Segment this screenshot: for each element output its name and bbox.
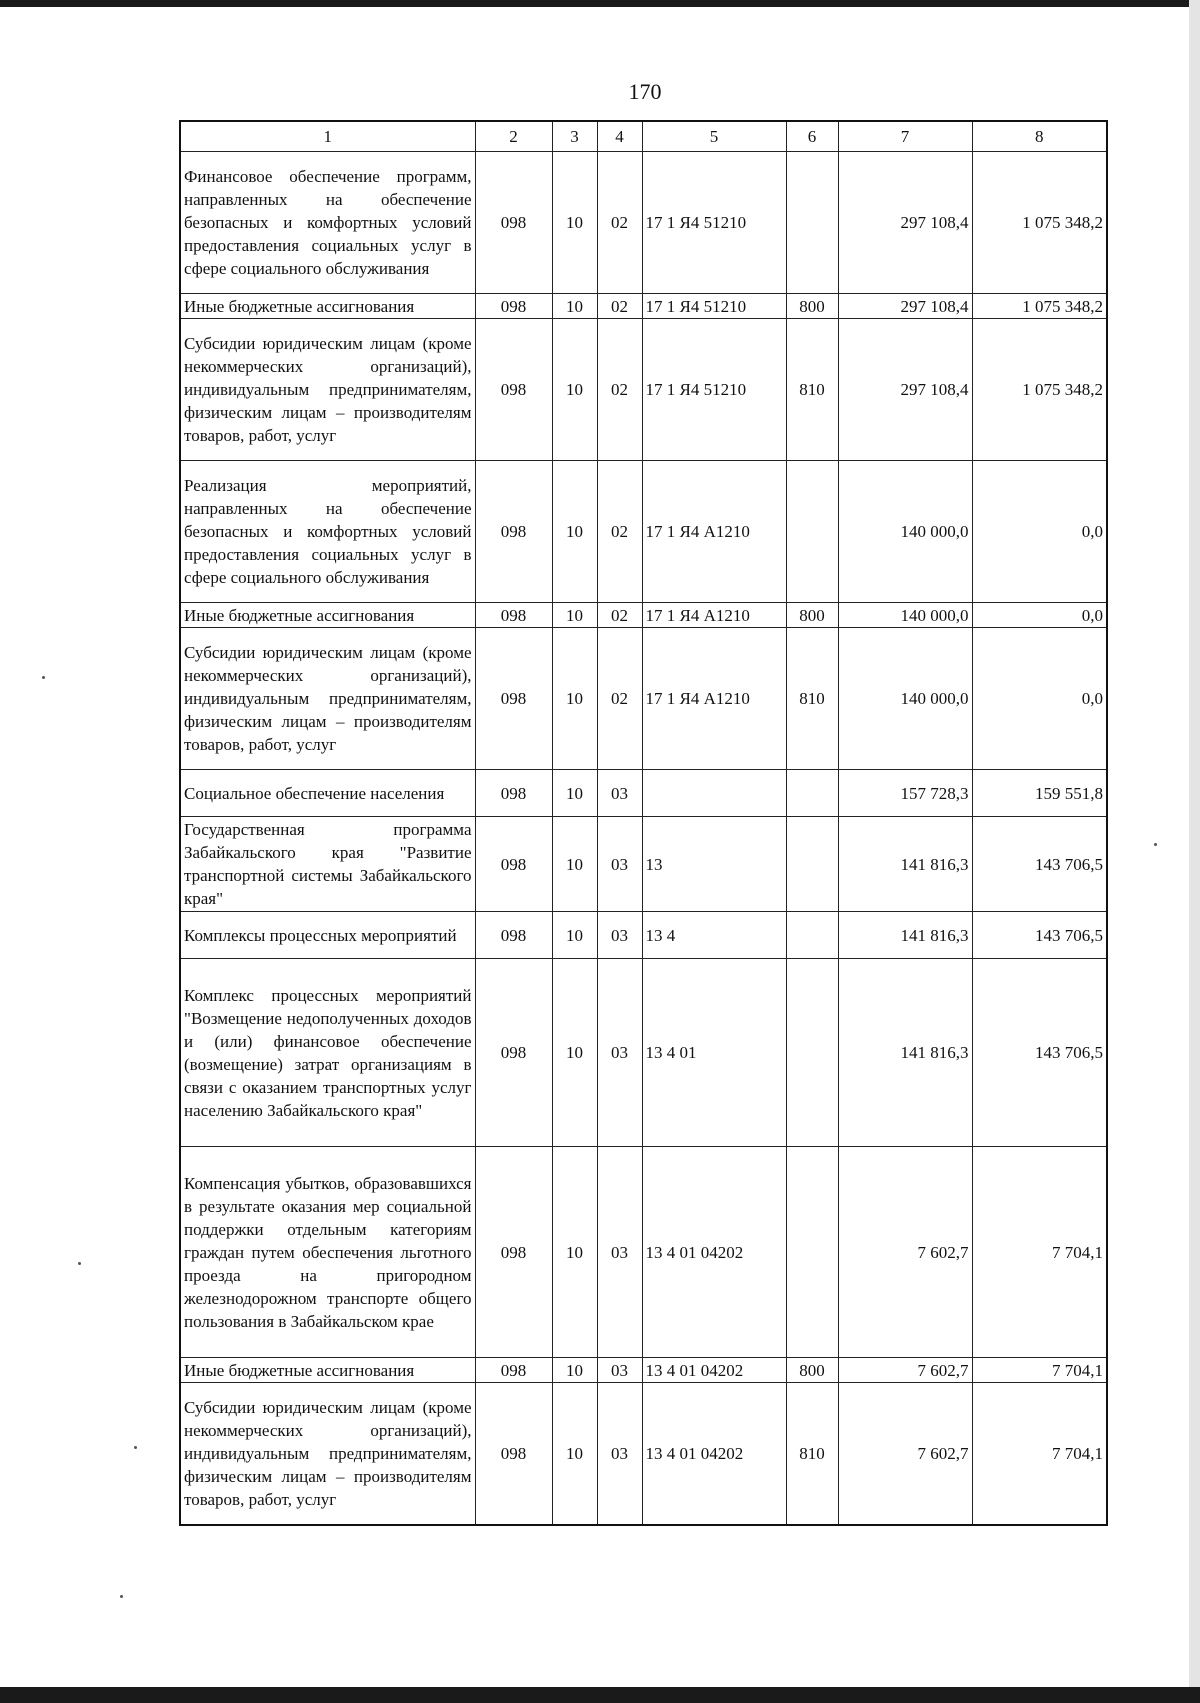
ministry-code: 098: [475, 461, 552, 603]
amount-col8: 0,0: [972, 603, 1107, 628]
amount-col8: 7 704,1: [972, 1147, 1107, 1358]
section-code: 10: [552, 1147, 597, 1358]
target-item-code: 13 4 01 04202: [642, 1358, 786, 1383]
expense-type-code: [786, 152, 838, 294]
subsection-code: 02: [597, 152, 642, 294]
amount-col7: 7 602,7: [838, 1383, 972, 1525]
subsection-code: 02: [597, 603, 642, 628]
subsection-code: 03: [597, 817, 642, 912]
amount-col7: 297 108,4: [838, 152, 972, 294]
item-name: Комплекс процессных мероприятий "Возмещение недополученных доходов и (или) финансовое обеспечение (возмещение) затрат организациям в связи с оказанием транспортных услуг населению Забайкальского края": [180, 959, 475, 1147]
amount-col7: 140 000,0: [838, 628, 972, 770]
section-code: 10: [552, 152, 597, 294]
item-name: Компенсация убытков, образовавшихся в результате оказания мер социальной поддержки отдельным категориям граждан путем обеспечения льготного проезда на пригородном железнодорожном транспорте общего пользования в Забайкальском крае: [180, 1147, 475, 1358]
section-code: 10: [552, 1358, 597, 1383]
section-code: 10: [552, 461, 597, 603]
subsection-code: 03: [597, 1147, 642, 1358]
ministry-code: 098: [475, 1147, 552, 1358]
section-code: 10: [552, 603, 597, 628]
expense-type-code: [786, 770, 838, 817]
ministry-code: 098: [475, 912, 552, 959]
subsection-code: 02: [597, 319, 642, 461]
column-header: 2: [475, 121, 552, 152]
target-item-code: 17 1 Я4 А1210: [642, 461, 786, 603]
table-row: [180, 1358, 1107, 1383]
target-item-code: [642, 770, 786, 817]
section-code: 10: [552, 959, 597, 1147]
table-row: [180, 461, 1107, 603]
target-item-code: 13 4 01 04202: [642, 1383, 786, 1525]
ministry-code: 098: [475, 817, 552, 912]
scan-speck: [134, 1446, 137, 1449]
amount-col8: 1 075 348,2: [972, 152, 1107, 294]
target-item-code: 13 4 01: [642, 959, 786, 1147]
scan-frame-top: [0, 0, 1200, 7]
ministry-code: 098: [475, 152, 552, 294]
item-name: Социальное обеспечение населения: [180, 770, 475, 817]
item-name: Субсидии юридическим лицам (кроме некоммерческих организаций), индивидуальным предпринимателям, физическим лицам – производителям товаров, работ, услуг: [180, 319, 475, 461]
column-header: 6: [786, 121, 838, 152]
subsection-code: 03: [597, 912, 642, 959]
ministry-code: 098: [475, 959, 552, 1147]
section-code: 10: [552, 1383, 597, 1525]
subsection-code: 02: [597, 461, 642, 603]
amount-col7: 157 728,3: [838, 770, 972, 817]
amount-col8: 0,0: [972, 461, 1107, 603]
scan-speck: [120, 1595, 123, 1598]
item-name: Субсидии юридическим лицам (кроме некоммерческих организаций), индивидуальным предпринимателям, физическим лицам – производителям товаров, работ, услуг: [180, 1383, 475, 1525]
target-item-code: 17 1 Я4 51210: [642, 319, 786, 461]
column-header: 3: [552, 121, 597, 152]
expense-type-code: 810: [786, 628, 838, 770]
expense-type-code: 800: [786, 603, 838, 628]
item-name: Государственная программа Забайкальского края "Развитие транспортной системы Забайкальского края": [180, 817, 475, 912]
section-code: 10: [552, 770, 597, 817]
table-row: [180, 770, 1107, 817]
expense-type-code: 810: [786, 319, 838, 461]
column-header: 5: [642, 121, 786, 152]
subsection-code: 02: [597, 294, 642, 319]
table-row: [180, 152, 1107, 294]
expense-type-code: 800: [786, 294, 838, 319]
item-name: Субсидии юридическим лицам (кроме некоммерческих организаций), индивидуальным предпринимателям, физическим лицам – производителям товаров, работ, услуг: [180, 628, 475, 770]
expense-type-code: [786, 959, 838, 1147]
expense-type-code: [786, 1147, 838, 1358]
table-row: [180, 817, 1107, 912]
expense-type-code: [786, 817, 838, 912]
ministry-code: 098: [475, 319, 552, 461]
subsection-code: 03: [597, 1383, 642, 1525]
column-header: 7: [838, 121, 972, 152]
item-name: Реализация мероприятий, направленных на обеспечение безопасных и комфортных условий предоставления социальных услуг в сфере социального обслуживания: [180, 461, 475, 603]
amount-col8: 7 704,1: [972, 1358, 1107, 1383]
column-header: 4: [597, 121, 642, 152]
item-name: Иные бюджетные ассигнования: [180, 294, 475, 319]
target-item-code: 17 1 Я4 51210: [642, 294, 786, 319]
table-header-row: [180, 121, 1107, 152]
section-code: 10: [552, 912, 597, 959]
ministry-code: 098: [475, 628, 552, 770]
amount-col7: 297 108,4: [838, 319, 972, 461]
subsection-code: 02: [597, 628, 642, 770]
section-code: 10: [552, 319, 597, 461]
amount-col8: 143 706,5: [972, 912, 1107, 959]
item-name: Комплексы процессных мероприятий: [180, 912, 475, 959]
amount-col8: 159 551,8: [972, 770, 1107, 817]
section-code: 10: [552, 628, 597, 770]
amount-col7: 7 602,7: [838, 1147, 972, 1358]
item-name: Финансовое обеспечение программ, направленных на обеспечение безопасных и комфортных условий предоставления социальных услуг в сфере социального обслуживания: [180, 152, 475, 294]
scan-frame-bottom: [0, 1687, 1200, 1703]
scan-speck: [78, 1262, 81, 1265]
target-item-code: 13 4 01 04202: [642, 1147, 786, 1358]
ministry-code: 098: [475, 294, 552, 319]
amount-col8: 143 706,5: [972, 959, 1107, 1147]
table-row: [180, 912, 1107, 959]
amount-col8: 1 075 348,2: [972, 294, 1107, 319]
target-item-code: 13: [642, 817, 786, 912]
page-number: 170: [628, 79, 662, 104]
target-item-code: 17 1 Я4 А1210: [642, 603, 786, 628]
target-item-code: 17 1 Я4 А1210: [642, 628, 786, 770]
ministry-code: 098: [475, 603, 552, 628]
subsection-code: 03: [597, 1358, 642, 1383]
table-row: [180, 603, 1107, 628]
ministry-code: 098: [475, 1383, 552, 1525]
expense-type-code: [786, 461, 838, 603]
amount-col7: 7 602,7: [838, 1358, 972, 1383]
table-row: [180, 294, 1107, 319]
amount-col8: 1 075 348,2: [972, 319, 1107, 461]
table-row: [180, 1147, 1107, 1358]
column-header: 1: [180, 121, 475, 152]
target-item-code: 13 4: [642, 912, 786, 959]
item-name: Иные бюджетные ассигнования: [180, 1358, 475, 1383]
amount-col8: 143 706,5: [972, 817, 1107, 912]
amount-col7: 297 108,4: [838, 294, 972, 319]
subsection-code: 03: [597, 959, 642, 1147]
amount-col7: 141 816,3: [838, 912, 972, 959]
amount-col7: 141 816,3: [838, 959, 972, 1147]
section-code: 10: [552, 817, 597, 912]
section-code: 10: [552, 294, 597, 319]
scan-speck: [1154, 843, 1157, 846]
target-item-code: 17 1 Я4 51210: [642, 152, 786, 294]
expense-type-code: 810: [786, 1383, 838, 1525]
table-row: [180, 1383, 1107, 1525]
expense-type-code: 800: [786, 1358, 838, 1383]
amount-col7: 140 000,0: [838, 461, 972, 603]
scan-speck: [42, 676, 45, 679]
ministry-code: 098: [475, 770, 552, 817]
amount-col7: 140 000,0: [838, 603, 972, 628]
amount-col8: 0,0: [972, 628, 1107, 770]
ministry-code: 098: [475, 1358, 552, 1383]
expense-type-code: [786, 912, 838, 959]
amount-col8: 7 704,1: [972, 1383, 1107, 1525]
subsection-code: 03: [597, 770, 642, 817]
budget-table: [179, 120, 1108, 1526]
table-row: [180, 959, 1107, 1147]
table-row: [180, 319, 1107, 461]
amount-col7: 141 816,3: [838, 817, 972, 912]
column-header: 8: [972, 121, 1107, 152]
table-row: [180, 628, 1107, 770]
scan-frame-right: [1189, 0, 1200, 1703]
item-name: Иные бюджетные ассигнования: [180, 603, 475, 628]
